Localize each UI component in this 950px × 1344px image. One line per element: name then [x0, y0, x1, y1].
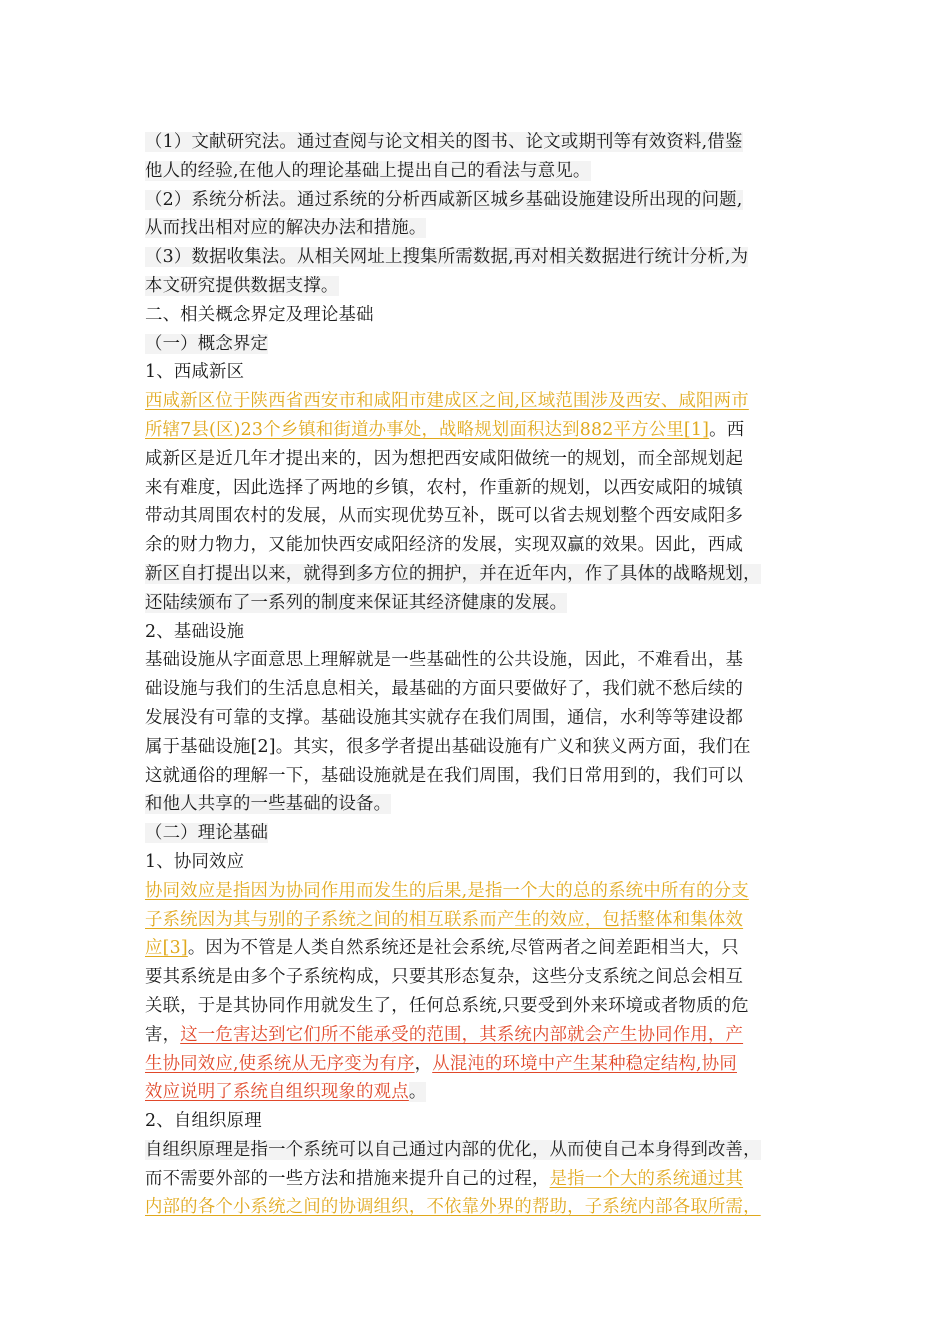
text-segment: 害， — [145, 1024, 181, 1045]
text-line — [145, 272, 815, 301]
text-line — [145, 301, 815, 330]
text-segment: 。 — [408, 1082, 427, 1103]
text-line — [145, 560, 815, 589]
document-body — [145, 128, 815, 1222]
highlighted-text: 应[3] — [145, 938, 188, 959]
text-segment: （二）理论基础 — [145, 823, 269, 844]
text-segment: （3）数据收集法。从相关网址上搜集所需数据,再对相关数据进行统计分析,为 — [145, 247, 749, 268]
text-segment: 咸新区是近几年才提出来的，因为想把西安咸阳做统一的规划，而全部规划起 — [145, 448, 744, 469]
text-segment: 来有难度，因此选择了两地的乡镇，农村，作重新的规划，以西安咸阳的城镇 — [145, 477, 744, 498]
text-segment: 二、相关概念界定及理论基础 — [145, 304, 374, 325]
text-line — [145, 675, 815, 704]
text-segment: 还陆续颁布了一系列的制度来保证其经济健康的发展。 — [145, 592, 568, 613]
text-line — [145, 877, 815, 906]
text-line — [145, 531, 815, 560]
highlighted-text: 子系统因为其与别的子系统之间的相互联系而产生的效应，包括整体和集体效 — [145, 909, 744, 930]
text-line — [145, 762, 815, 791]
text-line — [145, 214, 815, 243]
text-segment: 关联，于是其协同作用就发生了，任何总系统,只要受到外来环境或者物质的危 — [145, 995, 749, 1016]
highlighted-text: 协同效应是指因为协同作用而发生的后果,是指一个大的总的系统中所有的分支 — [145, 880, 749, 901]
text-segment: 属于基础设施[2]。其实，很多学者提出基础设施有广义和狭义两方面，我们在 — [145, 736, 751, 757]
text-segment: 本文研究提供数据支撑。 — [145, 275, 339, 296]
text-segment: 带动其周围农村的发展，从而实现优势互补，既可以省去规划整个西安咸阳多 — [145, 506, 744, 527]
text-line — [145, 387, 815, 416]
text-segment: 发展没有可靠的支撑。基础设施其实就存在我们周围，通信，水利等等建设都 — [145, 707, 744, 728]
text-line — [145, 848, 815, 877]
text-segment: 而不需要外部的一些方法和措施来提升自己的过程， — [145, 1168, 550, 1189]
text-segment: 和他人共享的一些基础的设备。 — [145, 794, 392, 815]
text-line — [145, 243, 815, 272]
text-segment: 这就通俗的理解一下，基础设施就是在我们周围，我们日常用到的，我们可以 — [145, 765, 744, 786]
marked-text: 生协同效应,使系统从无序变为有序 — [145, 1053, 415, 1074]
text-segment: 2、基础设施 — [145, 621, 245, 642]
text-segment: 。西 — [709, 419, 745, 440]
text-line — [145, 963, 815, 992]
text-line — [145, 906, 815, 935]
marked-text: 从混沌的环境中产生某种稳定结构,协同 — [432, 1053, 737, 1074]
text-segment: 2、自组织原理 — [145, 1111, 262, 1132]
text-line — [145, 445, 815, 474]
text-line — [145, 502, 815, 531]
text-line — [145, 704, 815, 733]
text-line — [145, 646, 815, 675]
text-segment: （2）系统分析法。通过系统的分析西咸新区城乡基础设施建设所出现的问题, — [145, 189, 743, 210]
text-segment: 。因为不管是人类自然系统还是社会系统,尽管两者之间差距相当大，只 — [187, 938, 739, 959]
text-line — [145, 358, 815, 387]
marked-text: 效应说明了系统自组织现象的观点 — [145, 1082, 409, 1103]
text-line — [145, 589, 815, 618]
text-segment: 基础设施从字面意思上理解就是一些基础性的公共设施，因此，不难看出，基 — [145, 650, 744, 671]
text-line — [145, 1165, 815, 1194]
text-line — [145, 416, 815, 445]
text-line — [145, 1136, 815, 1165]
text-line — [145, 157, 815, 186]
text-line — [145, 1050, 815, 1079]
text-segment: 自组织原理是指一个系统可以自己通过内部的优化，从而使自己本身得到改善， — [145, 1139, 761, 1160]
text-line — [145, 790, 815, 819]
text-segment: （1）文献研究法。通过查阅与论文相关的图书、论文或期刊等有效资料,借鉴 — [145, 132, 743, 152]
text-line — [145, 128, 815, 157]
text-segment: ， — [414, 1053, 433, 1074]
text-segment: 1、西咸新区 — [145, 362, 245, 383]
text-segment: 新区自打提出以来，就得到多方位的拥护，并在近年内，作了具体的战略规划， — [145, 563, 761, 584]
highlighted-text: 内部的各个小系统之间的协调组织，不依靠外界的帮助，子系统内部各取所需， — [145, 1197, 761, 1218]
text-line — [145, 1021, 815, 1050]
highlighted-text: 西咸新区位于陕西省西安市和咸阳市建成区之间,区域范围涉及西安、咸阳两市 — [145, 391, 749, 412]
text-line — [145, 934, 815, 963]
text-line — [145, 733, 815, 762]
text-line — [145, 992, 815, 1021]
text-segment: 从而找出相对应的解决办法和措施。 — [145, 218, 427, 239]
text-segment: 1、协同效应 — [145, 851, 245, 872]
text-line — [145, 1078, 815, 1107]
highlighted-text: 所辖7县(区)23个乡镇和街道办事处，战略规划面积达到882平方公里[1] — [145, 419, 710, 440]
text-line — [145, 618, 815, 647]
text-segment: （一）概念界定 — [145, 333, 269, 354]
text-line — [145, 819, 815, 848]
text-segment: 础设施与我们的生活息息相关，最基础的方面只要做好了，我们就不愁后续的 — [145, 679, 744, 700]
text-segment: 余的财力物力，又能加快西安咸阳经济的发展，实现双赢的效果。因此，西咸 — [145, 535, 744, 556]
text-line — [145, 330, 815, 359]
text-segment: 他人的经验,在他人的理论基础上提出自己的看法与意见。 — [145, 160, 591, 181]
text-segment: 要其系统是由多个子系统构成，只要其形态复杂，这些分支系统之间总会相互 — [145, 967, 744, 988]
highlighted-text: 是指一个大的系统通过其 — [549, 1168, 744, 1189]
text-line — [145, 474, 815, 503]
text-line — [145, 1193, 815, 1222]
text-line — [145, 1107, 815, 1136]
text-line — [145, 186, 815, 215]
marked-text: 这一危害达到它们所不能承受的范围，其系统内部就会产生协同作用，产 — [180, 1024, 744, 1045]
